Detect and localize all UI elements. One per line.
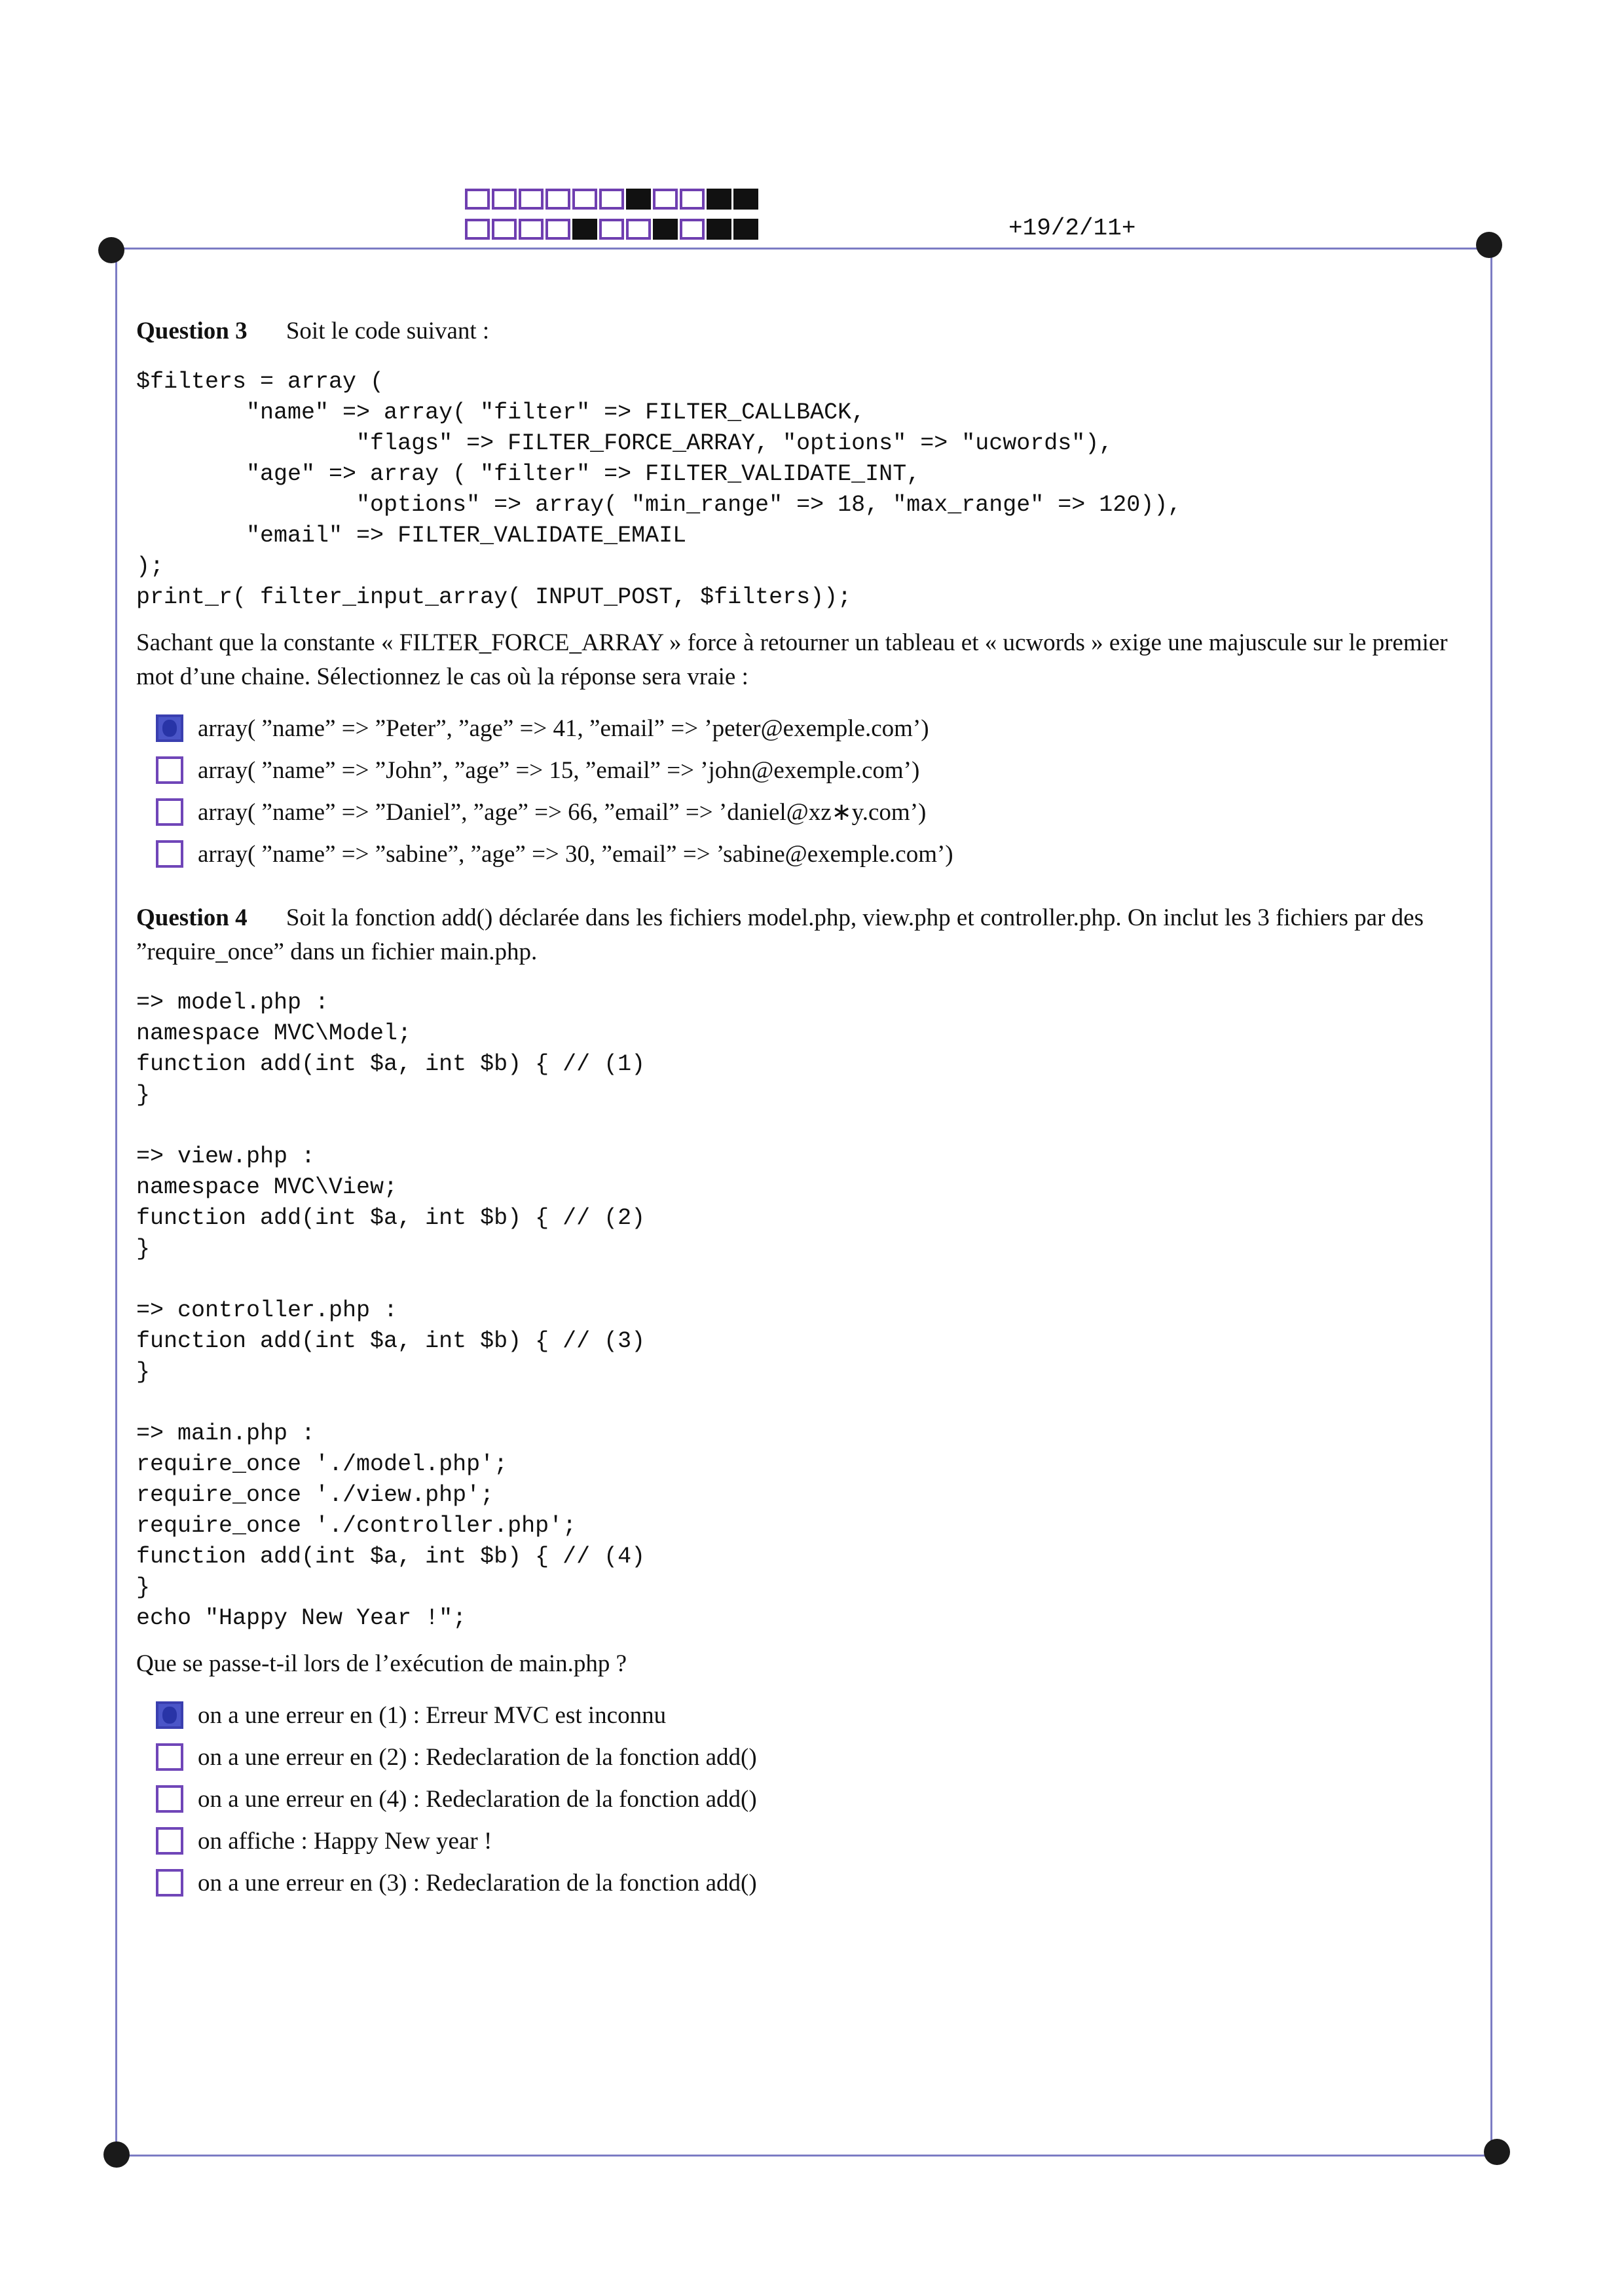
q4-option-checkbox[interactable] bbox=[156, 1785, 183, 1813]
q3-option-text: array( ”name” => ”Daniel”, ”age” => 66, ”email” => ’daniel@xz∗y.com’) bbox=[198, 799, 927, 826]
code-bar-cell bbox=[492, 189, 517, 210]
corner-mark-top-left bbox=[98, 237, 124, 263]
code-bar-cell bbox=[545, 189, 570, 210]
q4-option bbox=[156, 1694, 1472, 1736]
code-bar-cell bbox=[599, 189, 624, 210]
frame-left-line bbox=[115, 249, 117, 2156]
q3-option-text: array( ”name” => ”sabine”, ”age” => 30, ”email” => ’sabine@exemple.com’) bbox=[198, 840, 953, 868]
q4-option-text: on a une erreur en (3) : Redeclaration de la fonction add() bbox=[198, 1869, 757, 1897]
q3-option bbox=[156, 791, 1472, 833]
q3-option-checkbox[interactable] bbox=[156, 840, 183, 868]
code-bar-cell bbox=[519, 189, 544, 210]
code-bar-cell bbox=[465, 219, 490, 240]
q4-option-checkbox[interactable] bbox=[156, 1827, 183, 1855]
code-bar-cell bbox=[733, 219, 758, 240]
code-bar-cell bbox=[626, 189, 651, 210]
q4-option-checkbox[interactable] bbox=[156, 1701, 183, 1729]
q3-option-checkbox[interactable] bbox=[156, 798, 183, 826]
code-bar-cell bbox=[572, 189, 597, 210]
q3-option bbox=[156, 749, 1472, 791]
q4-option bbox=[156, 1862, 1472, 1904]
code-bar-cell bbox=[653, 189, 678, 210]
q3-option-text: array( ”name” => ”Peter”, ”age” => 41, ”email” => ’peter@exemple.com’) bbox=[198, 714, 929, 742]
q4-option-checkbox[interactable] bbox=[156, 1869, 183, 1897]
q3-option bbox=[156, 833, 1472, 875]
q4-option bbox=[156, 1778, 1472, 1820]
q3-option-checkbox[interactable] bbox=[156, 756, 183, 784]
code-bar-cell bbox=[653, 219, 678, 240]
q4-option bbox=[156, 1820, 1472, 1862]
code-bar-cell bbox=[680, 189, 705, 210]
code-bar-cell bbox=[707, 189, 731, 210]
question-4-code: => model.php : namespace MVC\Model; function add(int $a, int $b) { // (1) } => view.php : namespace MVC\View; function add(int $a, int $b) { // (2) } => controller.php : function add(int $a, int $b) { // (3) } => main.php : require_once './model.php'; require_once './view.php'; require_once './controller.php'; function add(int $a, int $b) { // (4) } echo "Happy New Year !"; bbox=[136, 990, 646, 1631]
frame-right-line bbox=[1490, 248, 1492, 2155]
q3-option-text: array( ”name” => ”John”, ”age” => 15, ”email” => ’john@exemple.com’) bbox=[198, 756, 920, 784]
corner-mark-bottom-right bbox=[1484, 2139, 1510, 2165]
code-bar-cell bbox=[492, 219, 517, 240]
code-bar-cell bbox=[599, 219, 624, 240]
code-bar-cell bbox=[707, 219, 731, 240]
code-bar-cell bbox=[680, 219, 705, 240]
q4-option-text: on a une erreur en (2) : Redeclaration de la fonction add() bbox=[198, 1743, 757, 1771]
question-3-label: Question 3 bbox=[136, 318, 248, 344]
code-bar-row-2 bbox=[465, 219, 760, 240]
corner-mark-bottom-left bbox=[103, 2141, 130, 2168]
code-bar-cell bbox=[733, 189, 758, 210]
q4-option-text: on affiche : Happy New year ! bbox=[198, 1827, 492, 1855]
q3-option bbox=[156, 707, 1472, 749]
code-bar-cell bbox=[519, 219, 544, 240]
q4-option-checkbox[interactable] bbox=[156, 1743, 183, 1771]
question-4-options bbox=[156, 1694, 1472, 1904]
question-4-header bbox=[136, 901, 1472, 969]
question-3-options bbox=[156, 707, 1472, 875]
code-bar-cell bbox=[626, 219, 651, 240]
q4-option-text: on a une erreur en (1) : Erreur MVC est inconnu bbox=[198, 1701, 667, 1729]
exam-id: +19/2/11+ bbox=[1008, 215, 1136, 242]
code-bar-cell bbox=[545, 219, 570, 240]
question-4-question: Que se passe-t-il lors de l’exécution de main.php ? bbox=[136, 1650, 627, 1677]
question-3-code: $filters = array ( "name" => array( "filter" => FILTER_CALLBACK, "flags" => FILTER_FORCE_ARRAY, "options" => "ucwords"), "age" => array ( "filter" => FILTER_VALIDATE_INT, "options" => array( "min_range" => 18, "max_range" => 120)), "email" => FILTER_VALIDATE_EMAIL ); print_r( filter_input_array( INPUT_POST, $filters)); bbox=[136, 369, 1182, 610]
question-4-label: Question 4 bbox=[136, 904, 248, 931]
code-bar-cell bbox=[572, 219, 597, 240]
code-bar-row-1 bbox=[465, 189, 760, 210]
question-4-intro: Soit la fonction add() déclarée dans les fichiers model.php, view.php et controller.php. On inclut les 3 fichiers par des ”require_once” dans un fichier main.php. bbox=[136, 904, 1424, 965]
code-bar-cell bbox=[465, 189, 490, 210]
frame-top-line bbox=[115, 248, 1490, 250]
q4-option bbox=[156, 1736, 1472, 1778]
corner-mark-top-right bbox=[1476, 232, 1502, 258]
question-3-header bbox=[136, 314, 1472, 348]
frame-bottom-line bbox=[118, 2155, 1493, 2157]
q3-option-checkbox[interactable] bbox=[156, 714, 183, 742]
content bbox=[136, 314, 1472, 1930]
question-3-text: Sachant que la constante « FILTER_FORCE_ARRAY » force à retourner un tableau et « ucwords » exige une majuscule sur le premier mot d’une chaine. Sélectionnez le cas où la réponse sera vraie : bbox=[136, 629, 1448, 690]
q4-option-text: on a une erreur en (4) : Redeclaration de la fonction add() bbox=[198, 1785, 757, 1813]
question-3-intro: Soit le code suivant : bbox=[286, 318, 490, 344]
